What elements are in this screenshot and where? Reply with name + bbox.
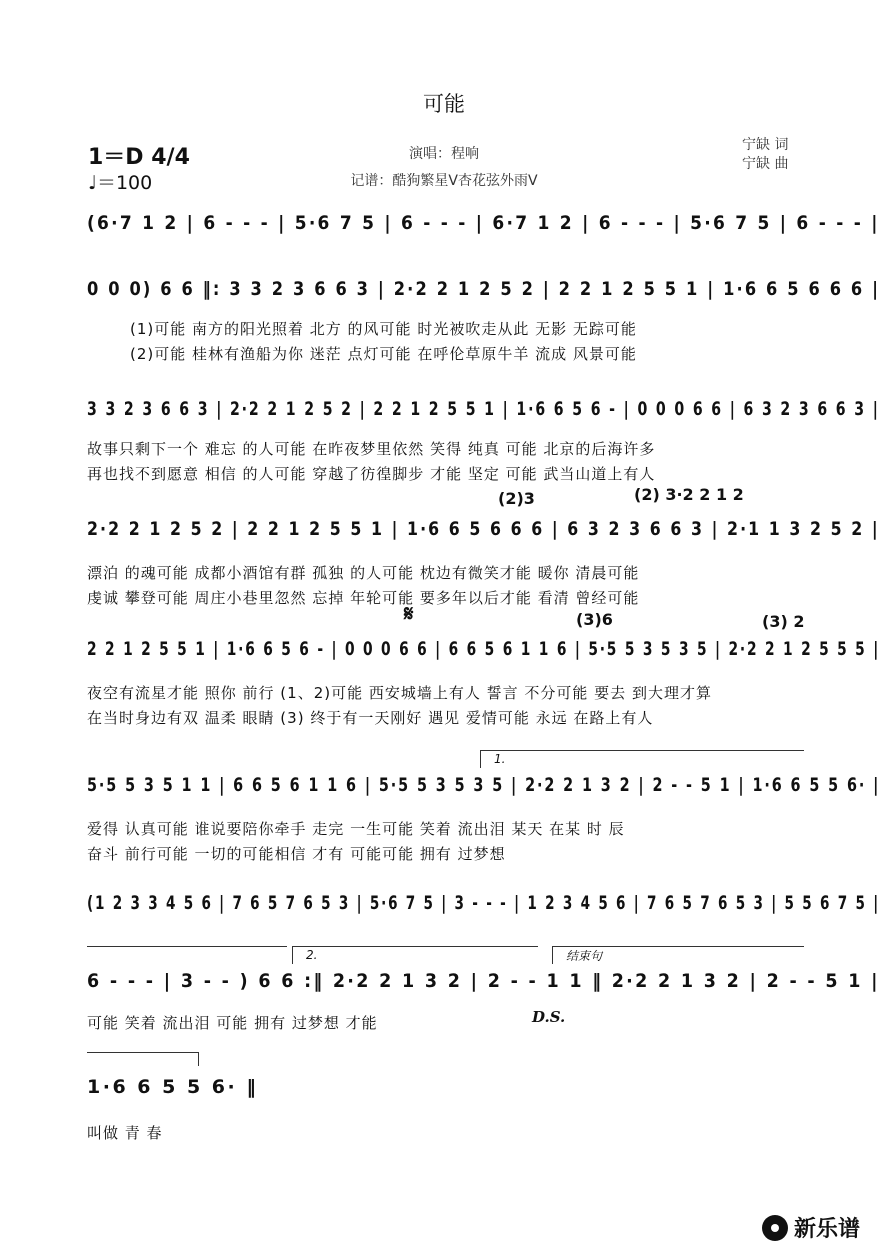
score-row-2: 0 0 0) 6 6 ‖: 3 3 2 3 6 6 3 | 2·2 2 1 2 5 2 | 2 2 1 2 5 5 1 | 1·6 6 5 6 6 6 | (87, 278, 881, 300)
key-signature: 1＝D 4/4 (88, 145, 190, 170)
tempo-marking: ♩＝100 (88, 172, 153, 194)
ending-bracket-end (198, 1052, 199, 1066)
volta-2-label: 2. (306, 948, 318, 962)
volta-1-bracket (480, 750, 804, 751)
lyrics-row-5-verse-2: 在当时身边有双 温柔 眼睛 (3) 终于有一天刚好 遇见 爱情可能 永远 在路上有人 (87, 709, 654, 727)
lyrics-row-4-verse-2: 虔诚 攀登可能 周庄小巷里忽然 忘掉 年轮可能 要多年以后才能 看清 曾经可能 (87, 589, 640, 607)
volta-1-label: 1. (494, 752, 506, 766)
marker-verse3-2: (3) 2 (762, 612, 805, 631)
lyrics-row-4-verse-1: 漂泊 的魂可能 成都小酒馆有群 孤独 的人可能 枕边有微笑才能 暖你 清晨可能 (87, 564, 640, 582)
lyrics-row-3-verse-2: 再也找不到愿意 相信 的人可能 穿越了彷徨脚步 才能 坚定 可能 武当山道上有人 (87, 465, 656, 483)
lyrics-row-3-verse-1: 故事只剩下一个 难忘 的人可能 在昨夜梦里依然 笑得 纯真 可能 北京的后海许多 (87, 440, 656, 458)
volta-1-bracket-side (480, 750, 481, 768)
transcriber-credit: 记谱：酷狗繁星V杏花弦外雨V (350, 173, 538, 189)
volta-2-bracket (292, 946, 538, 947)
lyrics-row-6-verse-1: 爱得 认真可能 谁说要陪你牵手 走完 一生可能 笑着 流出泪 某天 在某 时 辰 (87, 820, 625, 838)
ending-label: 结束句 (566, 949, 603, 963)
volta-1-continuation (87, 946, 287, 947)
lyrics-row-2-verse-2: (2)可能 桂林有渔船为你 迷茫 点灯可能 在呼伦草原牛羊 流成 风景可能 (130, 345, 637, 363)
lyrics-row-9: 叫做 青 春 (87, 1124, 163, 1142)
brand-name: 新乐谱 (794, 1217, 861, 1242)
lyrics-row-6-verse-2: 奋斗 前行可能 一切的可能相信 才有 可能可能 拥有 过梦想 (87, 845, 506, 863)
score-row-9: 1·6 6 5 5 6· ‖ (87, 1076, 259, 1098)
score-row-6: 5·5 5 3 5 1 1 | 6 6 5 6 1 1 6 | 5·5 5 3 5 3 5 | 2·2 2 1 3 2 | 2 - - 5 1 | 1·6 6 5 5 6· | (87, 774, 881, 796)
composer-credit: 宁缺 曲 (742, 156, 789, 172)
marker-verse3-1: (3)6 (576, 610, 613, 629)
score-row-7-interlude: (1 2 3 3 4 5 6 | 7 6 5 7 6 5 3 | 5·6 7 5 | 3 - - - | 1 2 3 4 5 6 | 7 6 5 7 6 5 3 | 5 5 6 7 5 | (87, 892, 880, 914)
score-row-5: 2 2 1 2 5 5 1 | 1·6 6 5 6 - | 0 0 0 6 6 | 6 6 5 6 1 1 6 | 5·5 5 3 5 3 5 | 2·2 2 1 2 5 5 5 | (87, 638, 881, 660)
page-title: 可能 (423, 92, 465, 116)
score-row-8: 6 - - - | 3 - - ) 6 6 :‖ 2·2 2 1 3 2 | 2 - - 1 1 ‖ 2·2 2 1 3 2 | 2 - - 5 1 | (87, 970, 880, 992)
lyrics-row-5-verse-1: 夜空有流星才能 照你 前行 (1、2)可能 西安城墙上有人 誓言 不分可能 要去 到大理才算 (87, 684, 712, 702)
score-row-3: 3 3 2 3 6 6 3 | 2·2 2 1 2 5 2 | 2 2 1 2 5 5 1 | 1·6 6 5 6 - | 0 0 0 6 6 | 6 3 2 3 6 6 3 | (87, 398, 880, 420)
ending-bracket-continuation (87, 1052, 199, 1053)
marker-verse2-1: (2)3 (498, 489, 535, 508)
singer-credit: 演唱：程响 (409, 146, 479, 162)
lyricist-credit: 宁缺 词 (742, 137, 789, 153)
volta-2-bracket-side (292, 946, 293, 964)
lyrics-row-2-verse-1: (1)可能 南方的阳光照着 北方 的风可能 时光被吹走从此 无影 无踪可能 (130, 320, 637, 338)
ending-bracket-side (552, 946, 553, 964)
score-row-1: (6·7 1 2 | 6 - - - | 5·6 7 5 | 6 - - - | 6·7 1 2 | 6 - - - | 5·6 7 5 | 6 - - - | (87, 212, 880, 234)
marker-verse2-2: (2) 3·2 2 1 2 (634, 485, 744, 504)
score-row-4: 2·2 2 1 2 5 2 | 2 2 1 2 5 5 1 | 1·6 6 5 6 6 6 | 6 3 2 3 6 6 3 | 2·1 1 3 2 5 2 | (87, 518, 880, 540)
lyrics-row-8: 可能 笑着 流出泪 可能 拥有 过梦想 才能 (87, 1014, 378, 1032)
brand-logo (762, 1212, 860, 1243)
ds-mark: D.S. (532, 1008, 566, 1026)
vinyl-disc-icon (762, 1215, 788, 1241)
segno-sign: 𝄋 (404, 602, 414, 627)
